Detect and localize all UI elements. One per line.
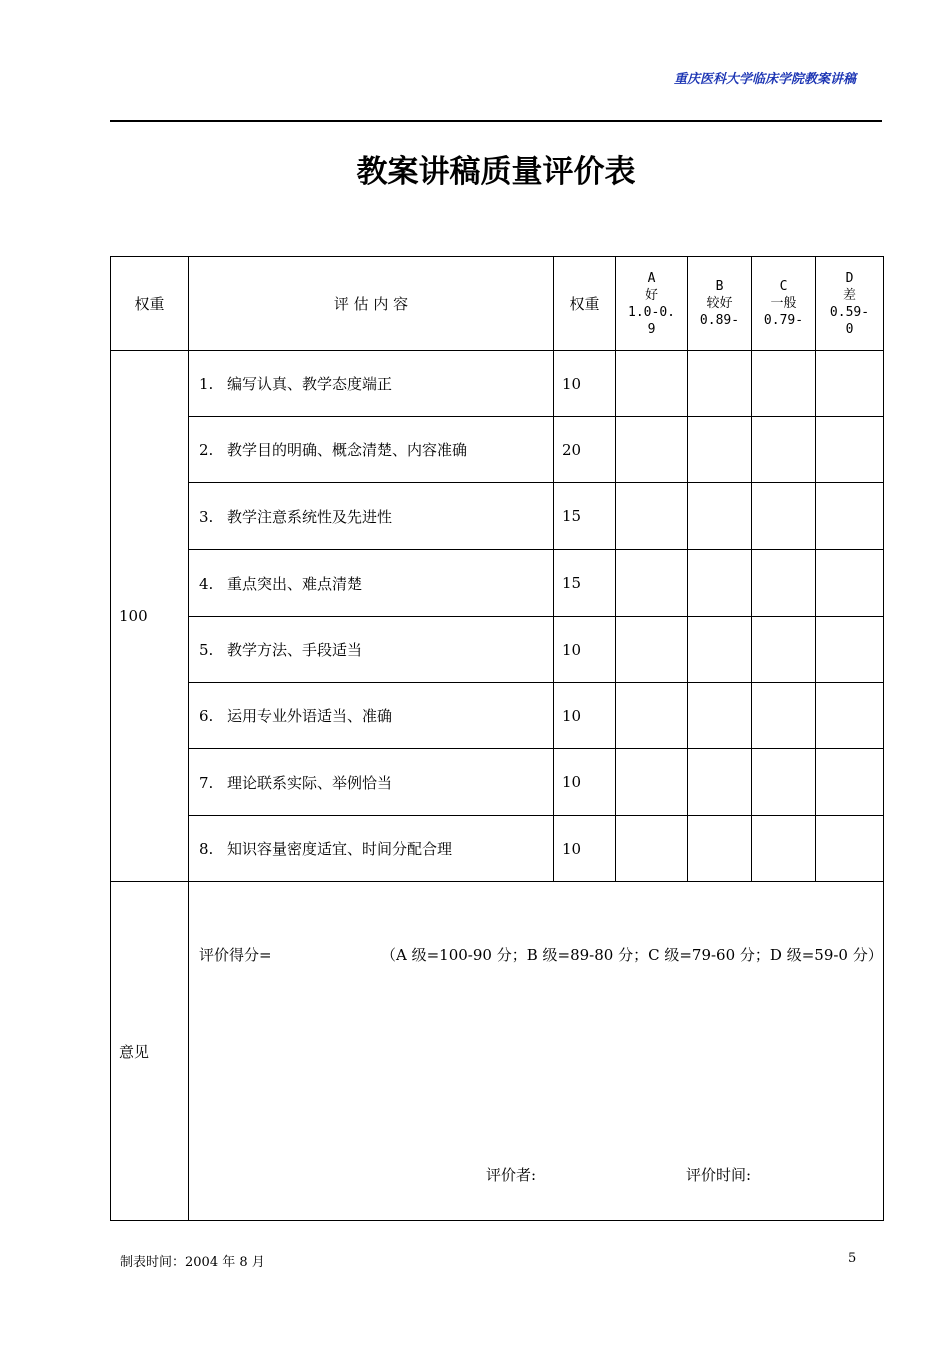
- grade-range: 1.0-0.: [628, 304, 675, 320]
- header-grade-c: [752, 257, 816, 351]
- grade-c-cell[interactable]: [752, 351, 816, 417]
- grade-a-cell[interactable]: [616, 351, 688, 417]
- grade-d-cell[interactable]: [816, 550, 884, 617]
- item-text: 运用专业外语适当、准确: [227, 707, 393, 725]
- item-weight: 10: [554, 816, 616, 882]
- footer-date: 制表时间：2004 年 8 月: [120, 1255, 265, 1270]
- page-title: 教案讲稿质量评价表: [356, 154, 636, 190]
- table-row: [111, 483, 884, 550]
- grade-label: 一般: [770, 296, 797, 311]
- item-weight: 15: [554, 483, 616, 550]
- table-row: [111, 550, 884, 617]
- item-text: 重点突出、难点清楚: [227, 574, 363, 593]
- table-header-row: [111, 257, 884, 351]
- opinion-label: 意见: [111, 882, 189, 1221]
- header-divider: [110, 120, 882, 122]
- item-number: 4.: [199, 574, 214, 593]
- evaluator-label: 评价者:: [486, 1166, 537, 1184]
- item-content: [189, 816, 554, 882]
- grade-b-cell[interactable]: [688, 351, 752, 417]
- grade-range-cont: 0: [845, 321, 854, 337]
- grade-a-cell[interactable]: [616, 749, 688, 816]
- grade-c-cell[interactable]: [752, 749, 816, 816]
- header-brand: 重庆医科大学临床学院教案讲稿: [673, 72, 856, 87]
- item-content: [189, 617, 554, 683]
- grade-a-cell[interactable]: [616, 816, 688, 882]
- grade-d-cell[interactable]: [816, 617, 884, 683]
- item-number: 2.: [199, 441, 214, 459]
- header-grade-a: [616, 257, 688, 351]
- eval-time-label: 评价时间:: [686, 1166, 752, 1184]
- grade-letter: D: [845, 270, 854, 286]
- grade-d-cell[interactable]: [816, 417, 884, 483]
- item-weight: 10: [554, 617, 616, 683]
- page-number: 5: [848, 1251, 857, 1266]
- item-weight: 10: [554, 683, 616, 749]
- grade-c-cell[interactable]: [752, 550, 816, 617]
- grade-c-cell[interactable]: [752, 483, 816, 550]
- item-number: 1.: [199, 375, 214, 393]
- item-number: 5.: [199, 641, 214, 659]
- opinion-cell[interactable]: [189, 882, 884, 1221]
- item-text: 教学方法、手段适当: [227, 641, 363, 659]
- table-row: [111, 683, 884, 749]
- grade-letter: C: [779, 279, 788, 294]
- table-row: [111, 617, 884, 683]
- table-row: [111, 749, 884, 816]
- item-number: 8.: [199, 840, 214, 858]
- grade-b-cell[interactable]: [688, 617, 752, 683]
- grade-c-cell[interactable]: [752, 417, 816, 483]
- evaluation-table: [110, 256, 884, 1221]
- item-weight: 10: [554, 749, 616, 816]
- header-grade-d: [816, 257, 884, 351]
- item-number: 6.: [199, 707, 214, 725]
- opinion-row: [111, 882, 884, 1221]
- item-text: 理论联系实际、举例恰当: [227, 773, 393, 792]
- grade-d-cell[interactable]: [816, 483, 884, 550]
- score-label: 评价得分=: [199, 946, 272, 964]
- grade-c-cell[interactable]: [752, 683, 816, 749]
- item-text: 教学目的明确、概念清楚、内容准确: [227, 441, 468, 459]
- item-weight: 15: [554, 550, 616, 617]
- grade-label: 好: [644, 287, 658, 303]
- item-text: 编写认真、教学态度端正: [227, 375, 393, 393]
- item-content: [189, 483, 554, 550]
- score-scale: （A 级=100-90 分；B 级=89-80 分；C 级=79-60 分；D 级=59-0 分）: [381, 946, 883, 964]
- item-number: 7.: [199, 773, 214, 792]
- grade-d-cell[interactable]: [816, 683, 884, 749]
- item-content: [189, 550, 554, 617]
- header-weight: 权重: [111, 257, 189, 351]
- grade-range: 0.79-: [763, 313, 804, 328]
- grade-a-cell[interactable]: [616, 483, 688, 550]
- grade-b-cell[interactable]: [688, 417, 752, 483]
- grade-a-cell[interactable]: [616, 550, 688, 617]
- item-content: [189, 749, 554, 816]
- item-weight: 20: [554, 417, 616, 483]
- header-grade-b: [688, 257, 752, 351]
- item-text: 教学注意系统性及先进性: [227, 507, 393, 526]
- grade-range-cont: 9: [647, 321, 656, 337]
- grade-letter: A: [647, 270, 656, 286]
- grade-b-cell[interactable]: [688, 749, 752, 816]
- grade-range: 0.89-: [699, 313, 740, 328]
- grade-d-cell[interactable]: [816, 749, 884, 816]
- grade-letter: B: [715, 279, 724, 294]
- grade-d-cell[interactable]: [816, 816, 884, 882]
- grade-c-cell[interactable]: [752, 617, 816, 683]
- grade-b-cell[interactable]: [688, 816, 752, 882]
- item-content: [189, 351, 554, 417]
- grade-b-cell[interactable]: [688, 550, 752, 617]
- grade-d-cell[interactable]: [816, 351, 884, 417]
- total-weight-cell: 100: [111, 351, 189, 882]
- grade-range: 0.59-: [829, 304, 870, 320]
- item-weight: 10: [554, 351, 616, 417]
- grade-label: 较好: [706, 296, 733, 311]
- grade-a-cell[interactable]: [616, 617, 688, 683]
- grade-a-cell[interactable]: [616, 417, 688, 483]
- item-number: 3.: [199, 507, 214, 526]
- table-row: [111, 351, 884, 417]
- grade-b-cell[interactable]: [688, 683, 752, 749]
- item-content: [189, 683, 554, 749]
- grade-a-cell[interactable]: [616, 683, 688, 749]
- header-content: 评 估 内 容: [189, 257, 554, 351]
- header-item-weight: 权重: [554, 257, 616, 351]
- grade-b-cell[interactable]: [688, 483, 752, 550]
- grade-label: 差: [842, 287, 856, 303]
- grade-c-cell[interactable]: [752, 816, 816, 882]
- table-row: [111, 417, 884, 483]
- item-content: [189, 417, 554, 483]
- table-row: [111, 816, 884, 882]
- item-text: 知识容量密度适宜、时间分配合理: [227, 840, 453, 858]
